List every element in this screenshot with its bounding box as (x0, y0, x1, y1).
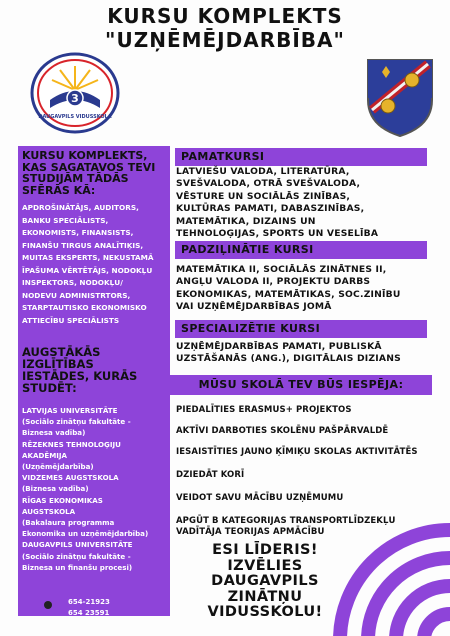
university-line: RĪGAS EKONOMIKAS (22, 495, 103, 505)
university-line: Biznesa un finanšu procesi) (22, 562, 133, 572)
core-course-line: TEHNOLOĢIJAS, SPORTS UN VESELĪBA (176, 228, 379, 240)
opportunity-item: PIEDALĪTIES ERASMUS+ PROJEKTOS (176, 405, 352, 415)
university-line: DAUGAVPILS UNIVERSITĀTE (22, 540, 133, 550)
profession-line: EKONOMISTS, FINANSISTS, (22, 228, 134, 237)
page-title (0, 4, 450, 52)
school-opportunities-header: MŪSU SKOLĀ TEV BŪS IESPĒJA: (170, 375, 432, 395)
universities-heading-line: IESTĀDES, KURĀS (22, 369, 138, 383)
career-heading-line: STUDIJĀM TĀDĀS (22, 172, 129, 185)
cta-line: IZVĒLIES (227, 557, 303, 574)
advanced-course-line: EKONOMIKAS, MATEMĀTIKAS, SOC.ZINĪBU (176, 288, 401, 300)
profession-line: MUITAS EKSPERTS, NEKUSTAMĀ (22, 253, 154, 262)
career-heading (22, 150, 170, 196)
university-line: AKADĒMIJA (22, 450, 68, 460)
core-course-line: KULTŪRAS PAMATI, DABASZINĪBAS, (176, 203, 365, 215)
opportunity-item: IESAISTĪTIES JAUNO ĶĪMIĶU SKOLAS AKTIVITĀTĒS (176, 447, 418, 457)
school-logo-left (30, 52, 120, 134)
svg-text:DAUGAVPILS VIDUSSKOLA: DAUGAVPILS VIDUSSKOLA (38, 114, 112, 120)
cta-line: ZINĀTŅU (227, 588, 303, 605)
core-course-line: LATVIEŠU VALODA, LITERATŪRA, (176, 166, 350, 177)
call-to-action (190, 543, 340, 621)
specialized-courses-text (176, 341, 438, 366)
cta-line: ESI LĪDERIS! (212, 542, 318, 558)
university-line: (Sociālo zinātņu fakultāte - (22, 417, 131, 427)
universities-heading (22, 346, 170, 394)
university-line: VIDZEMES AUGSTSKOLA (22, 473, 119, 483)
universities-heading-line: AUGSTĀKĀS (22, 345, 101, 359)
phone-number: 654 23591 (68, 609, 110, 617)
profession-line: APDROŠINĀTĀJS, AUDITORS, (22, 203, 139, 212)
profession-line: FINANŠU TIRGUS ANALĪTIĶIS, (22, 240, 144, 250)
university-line: (Uzņēmējdarbība) (22, 462, 94, 472)
opportunity-line: APGŪT B KATEGORIJAS TRANSPORTLĪDZEKĻU (176, 516, 396, 526)
profession-line: STARPTAUTISKO EKONOMISKO (22, 303, 147, 312)
university-line: Biznesa vadība) (22, 428, 86, 438)
university-line: RĒZEKNES TEHNOLOĢIJU (22, 439, 121, 449)
university-line: (Sociālo zinātņu fakultāte - (22, 551, 131, 561)
specialized-courses-header: SPECIALIZĒTIE KURSI (175, 320, 427, 338)
core-courses-header: PAMATKURSI (175, 148, 427, 166)
title-line-2: "UZŅĒMĒJDARBĪBA" (105, 28, 345, 52)
opportunity-item: AKTĪVI DARBOTIES SKOLĒNU PAŠPĀRVALDĒ (176, 426, 389, 436)
advanced-courses-header: PADZIĻINĀTIE KURSI (175, 241, 427, 259)
university-line: (Bakalaura programma (22, 518, 115, 528)
specialized-course-line: UZŅĒMĒJDARBĪBAS PAMATI, PUBLISKĀ (176, 341, 382, 352)
school-crest-icon (360, 50, 440, 140)
universities-heading-line: IZGLĪTĪBAS (22, 357, 94, 371)
core-course-line: MATEMĀTIKA, DIZAINS UN (176, 215, 316, 227)
university-line: AUGSTSKOLA (22, 506, 76, 516)
profession-line: INSPEKTORS, NODOKĻU/ (22, 278, 123, 287)
title-line-1: KURSU KOMPLEKTS (107, 4, 343, 28)
cta-line: VIDUSSKOLU! (207, 604, 323, 620)
advanced-courses-text (176, 264, 438, 314)
advanced-course-line: ANGĻU VALODA II, PROJEKTU DARBS (176, 276, 371, 288)
specialized-course-line: UZSTĀŠANĀS (ANG.), DIGITĀLAIS DIZIANS (176, 353, 401, 365)
advanced-course-line: MATEMĀTIKA II, SOCIĀLĀS ZINĀTNES II, (176, 264, 387, 275)
profession-line: ATTIECĪBU SPECIĀLISTS (22, 315, 120, 325)
phone-icon (44, 601, 52, 609)
career-heading-line: SFĒRĀS KĀ: (22, 183, 96, 197)
university-list (22, 405, 172, 573)
career-column (18, 146, 170, 616)
opportunity-item: VEIDOT SAVU MĀCĪBU UZŅĒMUMU (176, 493, 344, 503)
core-course-line: SVEŠVALODA, OTRĀ SVEŠVALODA, (176, 178, 361, 190)
cta-line: DAUGAVPILS (211, 573, 319, 589)
phone-number: 654-21923 (68, 598, 110, 606)
profession-line: NODEVU ADMINISTRTORS, (22, 290, 131, 300)
profession-line: ĪPAŠUMA VĒRTĒTĀJS, NODOKĻU (22, 265, 153, 275)
profession-line: BANKU SPECIĀLISTS, (22, 215, 109, 225)
career-heading-line: KURSU KOMPLEKTS, (22, 149, 148, 162)
university-line: LATVIJAS UNIVERSITĀTE (22, 406, 118, 415)
profession-list (22, 202, 172, 327)
core-courses-text (176, 166, 438, 240)
advanced-course-line: VAI UZŅĒMĒJDARBĪBAS JOMĀ (176, 301, 332, 313)
opportunity-line: VADĪTĀJA TEORIJAS APMĀCĪBU (176, 527, 325, 537)
core-course-line: VĒSTURE UN SOCIĀLĀS ZINĪBAS, (176, 190, 351, 202)
opportunity-item: DZIEDĀT KORĪ (176, 470, 245, 480)
university-line: Ekonomika un uzņēmējdarbība) (22, 529, 149, 539)
universities-heading-line: STUDĒT: (22, 381, 77, 395)
career-heading-line: KAS SAGATAVOS TEVI (22, 160, 156, 174)
university-line: (Biznesa vadība) (22, 484, 89, 494)
svg-text:3: 3 (71, 92, 79, 105)
